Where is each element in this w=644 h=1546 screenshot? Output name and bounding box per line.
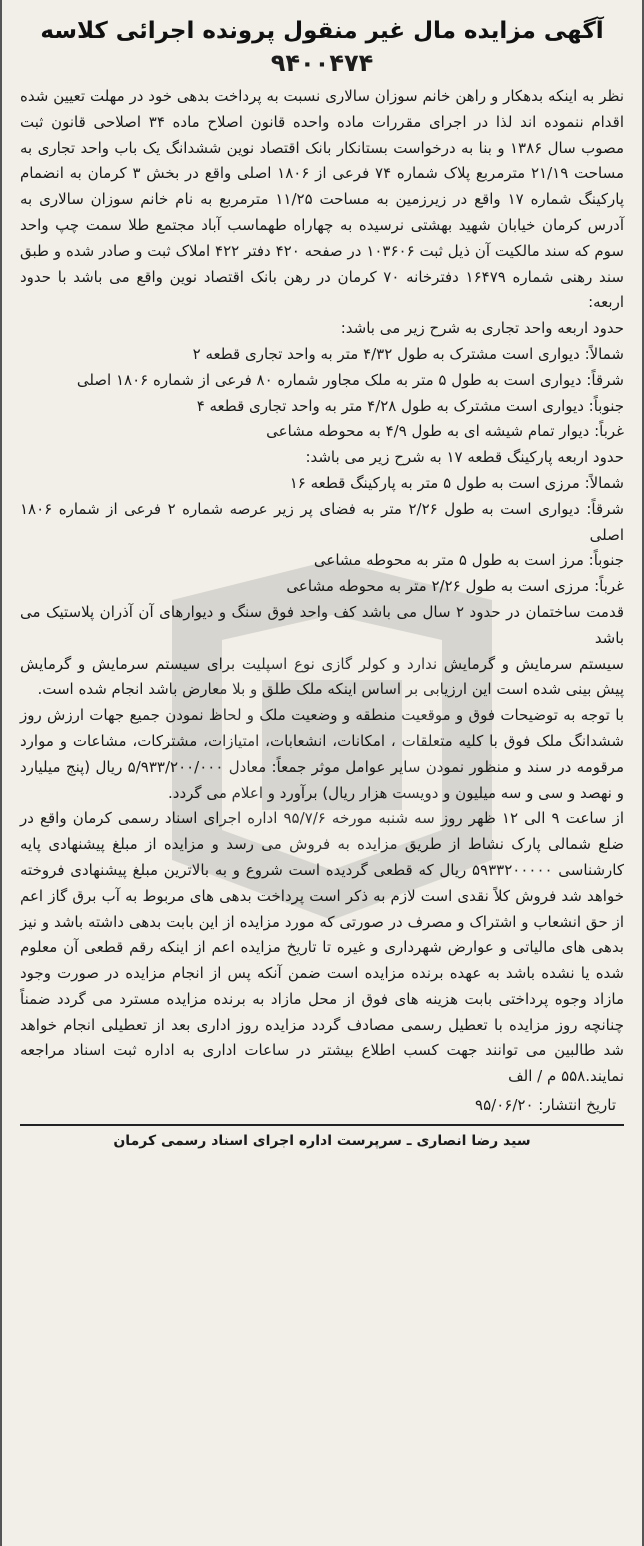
paragraph: شمالاً: دیواری است مشترک به طول ۴/۳۲ متر به واحد تجاری قطعه ۲: [192, 344, 624, 363]
paragraph: شرقاً: دیواری است به طول ۵ متر به ملک مجاور شماره ۸۰ فرعی از شماره ۱۸۰۶ اصلی: [76, 370, 624, 389]
notice-title: آگهی مزایده مال غیر منقول پرونده اجرائی کلاسه: [40, 18, 604, 44]
paragraph: غرباً: مرزی است به طول ۲/۲۶ متر به محوطه مشاعی: [286, 577, 624, 596]
file-number: ۹۴۰۰۴۷۴: [270, 49, 374, 77]
divider: [20, 1124, 624, 1126]
publication-date: تاریخ انتشار: ۹۵/۰۶/۲۰: [475, 1096, 616, 1115]
paragraph: حدود اربعه واحد تجاری به شرح زیر می باشد:: [340, 319, 624, 338]
notice-body: [20, 84, 624, 1090]
paragraph: شرقاً: دیواری است به طول ۲/۲۶ متر به فضای پر زیر عرصه شماره ۲ فرعی از شماره ۱۸۰۶ اصلی: [20, 499, 624, 544]
paragraph: قدمت ساختمان در حدود ۲ سال می باشد کف واحد فوق سنگ و دیوارهای آن آذران پلاستیک می باشد: [20, 602, 624, 647]
paragraph: جنوباً: مرز است به طول ۵ متر به محوطه مشاعی: [313, 551, 624, 570]
paragraph: شمالاً: مرزی است به طول ۵ متر به پارکینگ قطعه ۱۶: [289, 473, 624, 492]
paragraph: نظر به اینکه بدهکار و راهن خانم سوزان سالاری نسبت به پرداخت بدهی خود در مهلت تعیین شده اقدام ننموده اند لذا در اجرای مقررات ماده واحده قانون اصلاح ماده ۳۴ اصلاحی قانون ثبت مصوب سال ۱۳۸۶ و بنا به درخواست بستانکار بانک اقتصاد نوین ششدانگ یک باب واحد تجاری به مساحت ۲۱/۱۹ مترمربع پلاک شماره ۷۴ فرعی از ۱۸۰۶ اصلی واقع در بخش ۳ کرمان به انضمام پارکینگ شماره ۱۷ واقع در زیرزمین به مساحت ۱۱/۲۵ مترمربع به نام خانم سوزان سالاری به آدرس کرمان خیابان شهید بهشتی نرسیده به چهاراه طهماسب آباد مجتمع طلا سمت چپ واحد سوم که سند مالکیت آن ذیل ثبت ۱۰۳۶۰۶ در صفحه ۴۲۰ دفتر ۴۲۲ املاک ثبت و صادر شده و طبق سند رهنی شماره ۱۶۴۷۹ دفترخانه ۷۰ کرمان در رهن بانک اقتصاد نوین واقع می باشد با حدود اربعه:: [20, 87, 625, 312]
paragraph: از ساعت ۹ الی ۱۲ ظهر روز سه شنبه مورخه ۹۵/۷/۶ اداره اجرای اسناد رسمی کرمان واقع در ضلع شمالی پارک نشاط از طریق مزایده به فروش می رسد و مزایده از مبلغ پیشنهادی پایه کارشناسی ۵۹۳۳۲۰۰۰۰۰ ریال که قطعی گردیده است شروع و به بالاترین مبلغ پیشنهادی فروخته خواهد شد فروش کلاً نقدی است لازم به ذکر است پرداخت بدهی های مربوط به آب برق گاز اعم از حق انشعاب و اشتراک و مصرف در صورتی که مورد مزایده از این بابت بدهی داشته باشد و نیز بدهی های مالیاتی و عوارض شهرداری و غیره تا تاریخ مزایده اعم از اینکه رقم قطعی آن معلوم شده یا نشده باشد به عهده برنده مزایده است ضمن آنکه پس از انجام مزایده در صورت وجود مازاد وجوه پرداختی بابت هزینه های فوق از محل مازاد به برنده مزایده مسترد می گردد ضمناً چنانچه روز مزایده با تعطیل رسمی مصادف گردد مزایده روز اداری بعد از تعطیلی انجام خواهد شد طالبین می توانند جهت کسب اطلاع بیشتر در ساعات اداری به اداره ثبت اسناد مراجعه نمایند.۵۵۸ م / الف: [20, 809, 624, 1086]
paragraph: با توجه به توضیحات فوق و موقعیت منطقه و وضعیت ملک و لحاظ نمودن جمیع جهات ارزش روز ششدانگ ملک فوق با کلیه متعلقات ، امکانات، انشعابات، امتیازات، مشترکات، مشاعات و موارد مرقومه در سند و منظور نمودن سایر عوامل موثر جمعاً: معادل ۵/۹۳۳/۲۰۰/۰۰۰ ریال (پنج میلیارد و نهصد و سی و سه میلیون و دویست هزار ریال) برآورد و اعلام می گردد.: [20, 706, 624, 802]
paragraph: سیستم سرمایش و گرمایش ندارد و کولر گازی نوع اسپلیت برای سیستم سرمایش و گرمایش پیش بینی شده است این ارزیابی بر اساس اینکه ملک طلق و بلا معارض باشد انجام شده است.: [20, 654, 624, 699]
signature: سید رضا انصاری ـ سرپرست اداره اجرای اسناد رسمی کرمان: [113, 1133, 531, 1150]
paragraph: جنوباً: دیواری است مشترک به طول ۴/۲۸ متر به واحد تجاری قطعه ۴: [196, 396, 624, 415]
paragraph: حدود اربعه پارکینگ قطعه ۱۷ به شرح زیر می باشد:: [305, 448, 624, 467]
paragraph: غرباً: دیوار تمام شیشه ای به طول ۴/۹ به محوطه مشاعی: [266, 422, 624, 441]
